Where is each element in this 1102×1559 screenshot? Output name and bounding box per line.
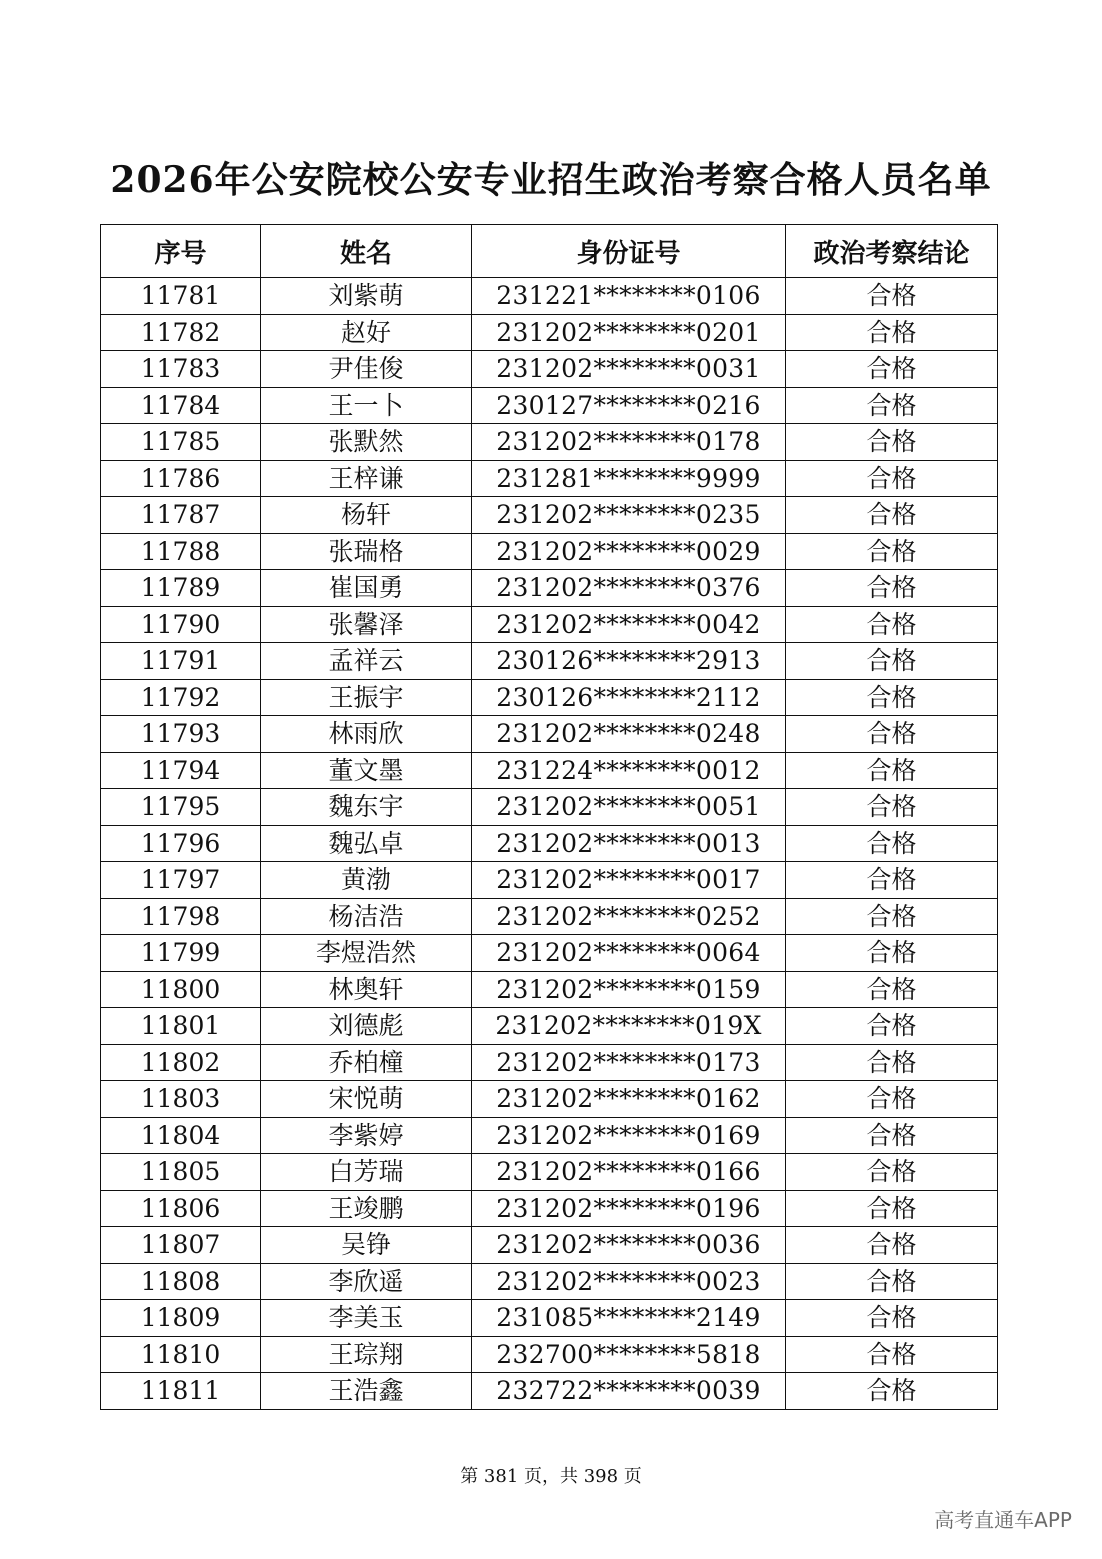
cell-id-number: 231202********0029 <box>472 533 786 570</box>
cell-id-number: 231202********0064 <box>472 935 786 972</box>
cell-name: 王竣鹏 <box>261 1190 472 1227</box>
cell-seq: 11809 <box>101 1300 261 1337</box>
cell-conclusion: 合格 <box>786 1227 998 1264</box>
cell-seq: 11801 <box>101 1008 261 1045</box>
cell-conclusion: 合格 <box>786 1190 998 1227</box>
cell-name: 林雨欣 <box>261 716 472 753</box>
table-row <box>101 1117 998 1154</box>
cell-id-number: 231202********0051 <box>472 789 786 826</box>
cell-seq: 11792 <box>101 679 261 716</box>
cell-seq: 11788 <box>101 533 261 570</box>
cell-conclusion: 合格 <box>786 1263 998 1300</box>
table-row <box>101 1373 998 1410</box>
cell-id-number: 231202********0031 <box>472 351 786 388</box>
cell-name: 张瑞格 <box>261 533 472 570</box>
table-row <box>101 643 998 680</box>
cell-conclusion: 合格 <box>786 1300 998 1337</box>
table-row <box>101 1336 998 1373</box>
table-row <box>101 716 998 753</box>
cell-name: 赵好 <box>261 314 472 351</box>
table-row <box>101 606 998 643</box>
cell-id-number: 231202********0169 <box>472 1117 786 1154</box>
cell-id-number: 232722********0039 <box>472 1373 786 1410</box>
cell-id-number: 231221********0106 <box>472 278 786 315</box>
cell-name: 崔国勇 <box>261 570 472 607</box>
cell-seq: 11781 <box>101 278 261 315</box>
cell-seq: 11800 <box>101 971 261 1008</box>
table-row <box>101 1044 998 1081</box>
table-row <box>101 862 998 899</box>
cell-seq: 11807 <box>101 1227 261 1264</box>
watermark-text: 高考直通车APP <box>934 1508 1072 1532</box>
cell-name: 吴铮 <box>261 1227 472 1264</box>
cell-conclusion: 合格 <box>786 1117 998 1154</box>
cell-id-number: 231202********0178 <box>472 424 786 461</box>
table-row <box>101 351 998 388</box>
table-row <box>101 460 998 497</box>
cell-conclusion: 合格 <box>786 1008 998 1045</box>
cell-seq: 11799 <box>101 935 261 972</box>
table-row <box>101 752 998 789</box>
cell-conclusion: 合格 <box>786 278 998 315</box>
cell-name: 魏东宇 <box>261 789 472 826</box>
cell-conclusion: 合格 <box>786 679 998 716</box>
cell-name: 魏弘卓 <box>261 825 472 862</box>
cell-name: 乔柏橦 <box>261 1044 472 1081</box>
cell-conclusion: 合格 <box>786 789 998 826</box>
cell-conclusion: 合格 <box>786 643 998 680</box>
cell-conclusion: 合格 <box>786 1044 998 1081</box>
cell-seq: 11784 <box>101 387 261 424</box>
cell-conclusion: 合格 <box>786 533 998 570</box>
table-row <box>101 570 998 607</box>
cell-seq: 11786 <box>101 460 261 497</box>
cell-name: 王振宇 <box>261 679 472 716</box>
cell-seq: 11796 <box>101 825 261 862</box>
cell-name: 黄渤 <box>261 862 472 899</box>
cell-name: 王浩鑫 <box>261 1373 472 1410</box>
table-row <box>101 825 998 862</box>
cell-seq: 11791 <box>101 643 261 680</box>
cell-conclusion: 合格 <box>786 935 998 972</box>
cell-id-number: 231085********2149 <box>472 1300 786 1337</box>
cell-seq: 11795 <box>101 789 261 826</box>
cell-name: 董文墨 <box>261 752 472 789</box>
cell-id-number: 231202********0376 <box>472 570 786 607</box>
cell-name: 王梓谦 <box>261 460 472 497</box>
cell-id-number: 231202********0036 <box>472 1227 786 1264</box>
cell-seq: 11782 <box>101 314 261 351</box>
table-row <box>101 935 998 972</box>
cell-name: 李煜浩然 <box>261 935 472 972</box>
cell-id-number: 231202********0013 <box>472 825 786 862</box>
cell-seq: 11805 <box>101 1154 261 1191</box>
table-row <box>101 898 998 935</box>
cell-seq: 11787 <box>101 497 261 534</box>
table-body <box>101 278 998 1410</box>
table-row <box>101 1300 998 1337</box>
cell-name: 宋悦萌 <box>261 1081 472 1118</box>
cell-name: 杨轩 <box>261 497 472 534</box>
cell-seq: 11808 <box>101 1263 261 1300</box>
table-row <box>101 497 998 534</box>
table-row <box>101 1190 998 1227</box>
cell-id-number: 231202********019X <box>472 1008 786 1045</box>
table-row <box>101 1154 998 1191</box>
cell-name: 孟祥云 <box>261 643 472 680</box>
cell-seq: 11802 <box>101 1044 261 1081</box>
header-conclusion: 政治考察结论 <box>786 225 998 278</box>
cell-id-number: 230126********2913 <box>472 643 786 680</box>
cell-conclusion: 合格 <box>786 351 998 388</box>
cell-conclusion: 合格 <box>786 1336 998 1373</box>
cell-seq: 11810 <box>101 1336 261 1373</box>
table-row <box>101 789 998 826</box>
cell-name: 尹佳俊 <box>261 351 472 388</box>
cell-conclusion: 合格 <box>786 314 998 351</box>
cell-conclusion: 合格 <box>786 898 998 935</box>
cell-name: 白芳瑞 <box>261 1154 472 1191</box>
cell-conclusion: 合格 <box>786 424 998 461</box>
header-seq: 序号 <box>101 225 261 278</box>
cell-id-number: 231202********0252 <box>472 898 786 935</box>
cell-id-number: 231202********0173 <box>472 1044 786 1081</box>
cell-id-number: 231202********0201 <box>472 314 786 351</box>
cell-id-number: 230126********2112 <box>472 679 786 716</box>
table-row <box>101 424 998 461</box>
cell-conclusion: 合格 <box>786 497 998 534</box>
cell-seq: 11804 <box>101 1117 261 1154</box>
table-row <box>101 533 998 570</box>
cell-id-number: 232700********5818 <box>472 1336 786 1373</box>
cell-name: 杨洁浩 <box>261 898 472 935</box>
cell-seq: 11783 <box>101 351 261 388</box>
cell-id-number: 231202********0196 <box>472 1190 786 1227</box>
cell-id-number: 230127********0216 <box>472 387 786 424</box>
table-row <box>101 1227 998 1264</box>
cell-seq: 11803 <box>101 1081 261 1118</box>
cell-conclusion: 合格 <box>786 387 998 424</box>
table-row <box>101 1263 998 1300</box>
cell-name: 李欣遥 <box>261 1263 472 1300</box>
cell-name: 李紫婷 <box>261 1117 472 1154</box>
cell-conclusion: 合格 <box>786 752 998 789</box>
cell-seq: 11798 <box>101 898 261 935</box>
cell-id-number: 231202********0159 <box>472 971 786 1008</box>
cell-id-number: 231281********9999 <box>472 460 786 497</box>
page-title: 2026年公安院校公安专业招生政治考察合格人员名单 <box>110 159 992 201</box>
cell-id-number: 231202********0235 <box>472 497 786 534</box>
table-row <box>101 314 998 351</box>
header-name: 姓名 <box>261 225 472 278</box>
cell-conclusion: 合格 <box>786 971 998 1008</box>
header-id-number: 身份证号 <box>472 225 786 278</box>
table-row <box>101 1081 998 1118</box>
cell-conclusion: 合格 <box>786 570 998 607</box>
table-row <box>101 971 998 1008</box>
cell-conclusion: 合格 <box>786 862 998 899</box>
table-row <box>101 387 998 424</box>
cell-conclusion: 合格 <box>786 1081 998 1118</box>
cell-seq: 11806 <box>101 1190 261 1227</box>
cell-name: 林奥轩 <box>261 971 472 1008</box>
cell-seq: 11794 <box>101 752 261 789</box>
cell-conclusion: 合格 <box>786 1154 998 1191</box>
cell-name: 张馨泽 <box>261 606 472 643</box>
cell-name: 李美玉 <box>261 1300 472 1337</box>
cell-name: 王琮翔 <box>261 1336 472 1373</box>
cell-conclusion: 合格 <box>786 825 998 862</box>
table-row <box>101 278 998 315</box>
table-row <box>101 1008 998 1045</box>
cell-id-number: 231202********0248 <box>472 716 786 753</box>
cell-name: 王一卜 <box>261 387 472 424</box>
table-header-row <box>101 225 998 278</box>
cell-seq: 11790 <box>101 606 261 643</box>
cell-name: 刘德彪 <box>261 1008 472 1045</box>
cell-id-number: 231224********0012 <box>472 752 786 789</box>
cell-conclusion: 合格 <box>786 716 998 753</box>
page-number: 第 381 页，共 398 页 <box>460 1466 642 1487</box>
cell-conclusion: 合格 <box>786 460 998 497</box>
cell-id-number: 231202********0023 <box>472 1263 786 1300</box>
cell-conclusion: 合格 <box>786 1373 998 1410</box>
cell-name: 刘紫萌 <box>261 278 472 315</box>
cell-id-number: 231202********0042 <box>472 606 786 643</box>
roster-table <box>100 224 998 1410</box>
cell-seq: 11811 <box>101 1373 261 1410</box>
cell-seq: 11785 <box>101 424 261 461</box>
cell-conclusion: 合格 <box>786 606 998 643</box>
cell-seq: 11793 <box>101 716 261 753</box>
cell-id-number: 231202********0166 <box>472 1154 786 1191</box>
cell-id-number: 231202********0162 <box>472 1081 786 1118</box>
table-row <box>101 679 998 716</box>
cell-name: 张默然 <box>261 424 472 461</box>
cell-id-number: 231202********0017 <box>472 862 786 899</box>
cell-seq: 11789 <box>101 570 261 607</box>
cell-seq: 11797 <box>101 862 261 899</box>
